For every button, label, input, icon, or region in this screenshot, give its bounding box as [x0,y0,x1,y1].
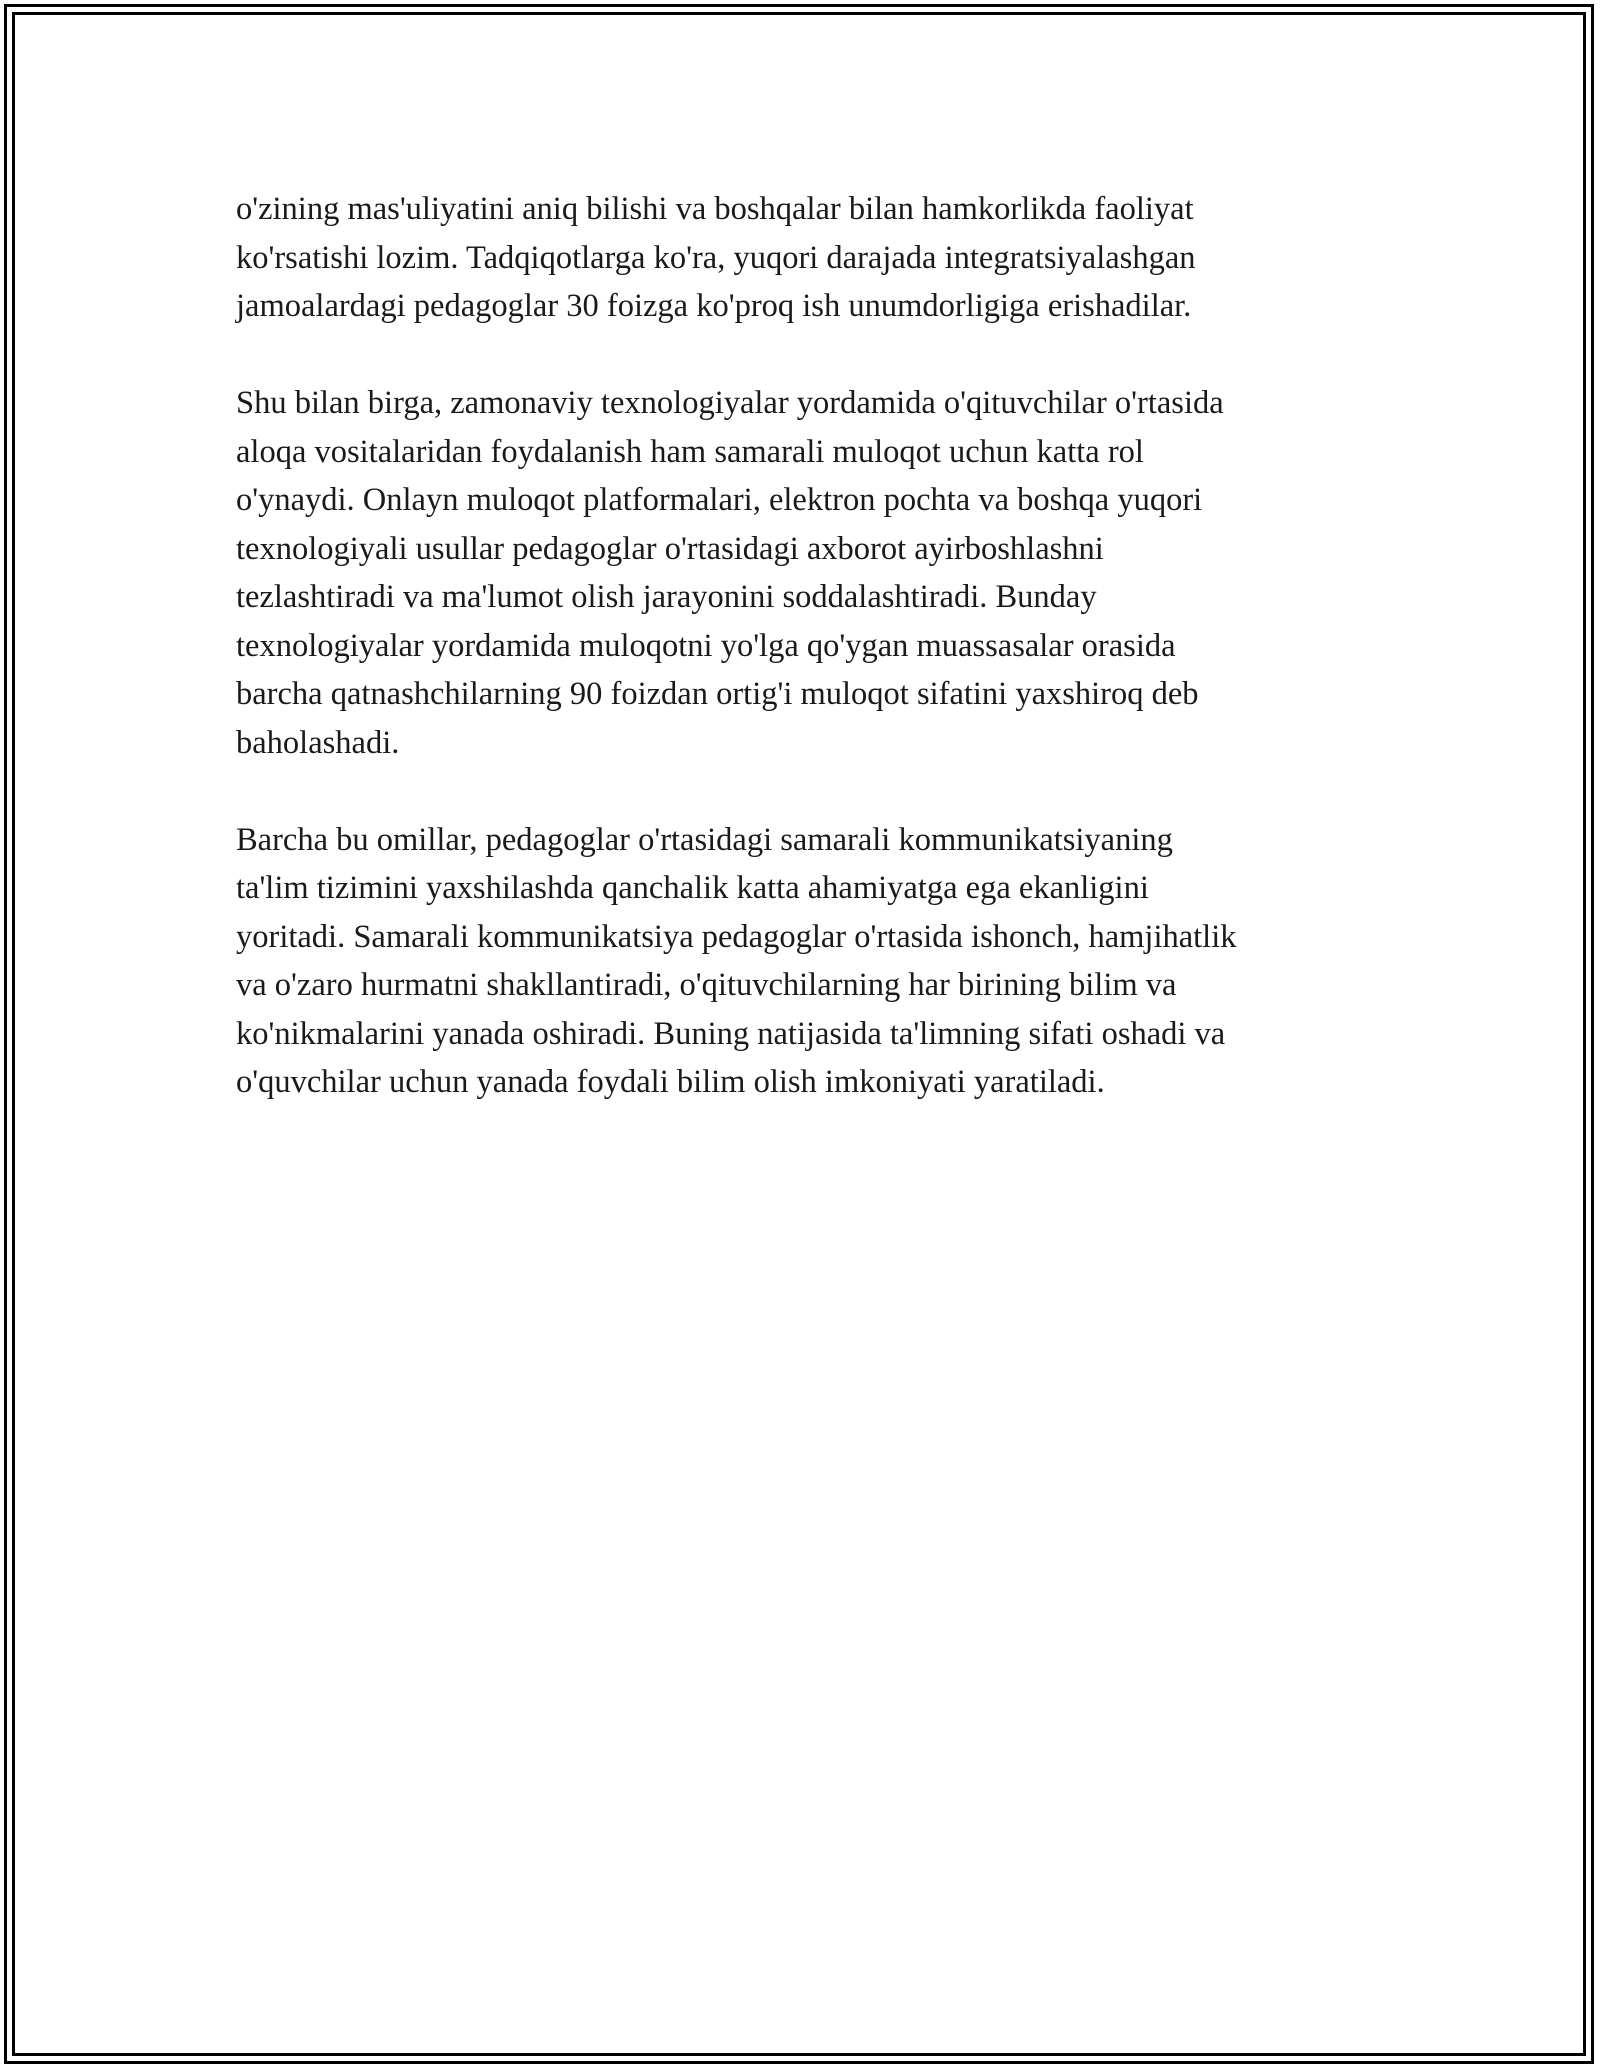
text-line: ta'lim tizimini yaxshilashda qanchalik katta ahamiyatga ega ekanligini [236,870,1149,906]
text-line: barcha qatnashchilarning 90 foizdan ortig'i muloqot sifatini yaxshiroq deb [236,676,1199,712]
text-line: Barcha bu omillar, pedagoglar o'rtasidagi samarali kommunikatsiyaning [236,821,1173,858]
document-body [236,185,1386,1107]
text-line: o'zining mas'uliyatini aniq bilishi va boshqalar bilan hamkorlikda faoliyat [236,191,1194,227]
text-line: ko'nikmalarini yanada oshiradi. Buning natijasida ta'limning sifati oshadi va [236,1015,1226,1052]
text-line: tezlashtiradi va ma'lumot olish jarayonini soddalashtiradi. Bunday [236,579,1097,615]
paragraph-2 [236,379,1386,767]
text-line: baholashadi. [236,724,400,761]
paragraph-spacer [236,767,1386,816]
text-line: jamoalardagi pedagoglar 30 foizga ko'proq ish unumdorligiga erishadilar. [236,288,1192,324]
text-line: va o'zaro hurmatni shakllantiradi, o'qituvchilarning har birining bilim va [236,967,1177,1003]
text-line: aloqa vositalaridan foydalanish ham samarali muloqot uchun katta rol [236,433,1144,470]
text-line: texnologiyali usullar pedagoglar o'rtasidagi axborot ayirboshlashni [236,530,1104,567]
text-line: texnologiyalar yordamida muloqotni yo'lga qo'ygan muassasalar orasida [236,627,1176,664]
paragraph-3 [236,816,1386,1107]
text-line: o'quvchilar uchun yanada foydali bilim olish imkoniyati yaratiladi. [236,1064,1105,1100]
text-line: o'ynaydi. Onlayn muloqot platformalari, elektron pochta va boshqa yuqori [236,482,1203,518]
paragraph-spacer [236,331,1386,380]
text-line: Shu bilan birga, zamonaviy texnologiyalar yordamida o'qituvchilar o'rtasida [236,385,1224,421]
paragraph-1 [236,185,1386,331]
text-line: yoritadi. Samarali kommunikatsiya pedagoglar o'rtasida ishonch, hamjihatlik [236,918,1237,955]
text-line: ko'rsatishi lozim. Tadqiqotlarga ko'ra, yuqori darajada integratsiyalashgan [236,239,1196,276]
